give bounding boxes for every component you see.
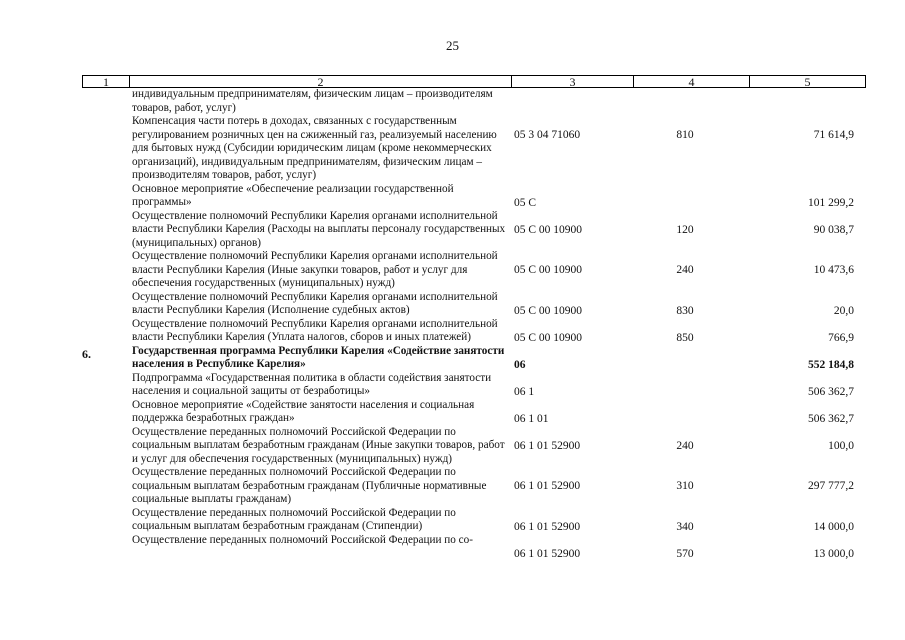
table-row xyxy=(82,533,866,560)
row-type: 310 xyxy=(676,480,694,492)
header-col-3: 3 xyxy=(511,75,634,88)
row-code: 06 1 01 52900 xyxy=(514,439,581,452)
row-type: 810 xyxy=(676,129,694,141)
row-name: Осуществление переданных полномочий Российской Федерации по социальным выплатам безработным гражданам (Иные закупки товаров, работ и услуг для обеспечения государственных (муниципальных) нужд) xyxy=(132,425,505,465)
row-amount: 13 000,0 xyxy=(813,547,854,560)
row-code: 06 1 xyxy=(514,385,535,398)
header-col-5: 5 xyxy=(749,75,866,88)
row-amount: 14 000,0 xyxy=(813,520,854,533)
table-row xyxy=(82,372,866,399)
table-row xyxy=(82,426,866,467)
row-code: 06 xyxy=(514,358,526,371)
row-code: 05 С 00 10900 xyxy=(514,264,583,276)
row-amount: 766,9 xyxy=(828,331,854,344)
table-row xyxy=(82,115,866,183)
row-amount: 101 299,2 xyxy=(808,196,854,209)
row-name: Основное мероприятие «Обеспечение реализации государственной программы» xyxy=(132,182,454,208)
row-type: 830 xyxy=(676,304,694,317)
row-name: Компенсация части потерь в доходах, связанных с государственным регулированием розничных цен на сжиженный газ, реализуемый населению для бытовых нужд (Субсидии юридическим лицам (кроме некоммерческих организаций), индивидуальным предпринимателям, физическим лицам – производителям товаров, работ, услуг) xyxy=(132,115,497,181)
row-num: 6. xyxy=(82,346,91,361)
row-name: Осуществление полномочий Республики Карелия органами исполнительной власти Республики Карелия (Исполнение судебных актов) xyxy=(132,290,498,316)
header-col-4: 4 xyxy=(633,75,750,88)
row-type: 570 xyxy=(676,547,694,560)
row-amount: 90 038,7 xyxy=(813,223,854,236)
row-code: 05 С xyxy=(514,196,537,209)
row-name: Государственная программа Республики Карелия «Содействие занятости населения в Республике Карелия» xyxy=(132,344,505,370)
table-row xyxy=(82,318,866,345)
row-name: Осуществление переданных полномочий Российской Федерации по социальным выплатам безработным гражданам (Стипендии) xyxy=(132,506,456,532)
row-code: 05 С 00 10900 xyxy=(514,304,583,317)
row-amount: 552 184,8 xyxy=(808,358,854,371)
row-amount: 10 473,6 xyxy=(813,264,854,276)
row-amount: 506 362,7 xyxy=(808,412,854,425)
row-type: 240 xyxy=(676,264,694,276)
row-name: Подпрограмма «Государственная политика в области содействия занятости населения и социальной защиты от безработицы» xyxy=(132,371,492,397)
header-col-1: 1 xyxy=(82,75,130,88)
table-header xyxy=(82,75,866,89)
row-amount: 100,0 xyxy=(828,439,854,452)
table-row xyxy=(82,250,866,291)
row-type: 850 xyxy=(676,331,694,344)
table-row xyxy=(82,399,866,426)
table-row xyxy=(82,210,866,251)
row-type: 340 xyxy=(676,520,694,533)
page-number: 25 xyxy=(446,38,459,53)
table-row xyxy=(82,88,866,115)
table-row xyxy=(82,345,866,372)
row-name: индивидуальным предпринимателям, физическим лицам – производителям товаров, работ, услуг) xyxy=(132,88,493,114)
row-code: 05 С 00 10900 xyxy=(514,223,583,236)
row-name: Осуществление полномочий Республики Карелия органами исполнительной власти Республики Карелия (Уплата налогов, сборов и иных платежей) xyxy=(132,317,498,343)
row-amount: 20,0 xyxy=(833,304,854,317)
row-amount: 506 362,7 xyxy=(808,385,854,398)
table-row xyxy=(82,183,866,210)
row-amount: 297 777,2 xyxy=(808,480,854,492)
row-name: Основное мероприятие «Содействие занятости населения и социальная поддержка безработных граждан» xyxy=(132,398,475,424)
row-name: Осуществление полномочий Республики Карелия органами исполнительной власти Республики Карелия (Иные закупки товаров, работ и услуг для обеспечения государственных (муниципальных) нужд) xyxy=(132,250,498,289)
row-name: Осуществление переданных полномочий Российской Федерации по социальным выплатам безработным гражданам (Публичные нормативные социальные выплаты гражданам) xyxy=(132,466,487,505)
table-row xyxy=(82,507,866,534)
table-row xyxy=(82,291,866,318)
row-code: 06 1 01 52900 xyxy=(514,520,581,533)
row-name: Осуществление полномочий Республики Карелия органами исполнительной власти Республики Карелия (Расходы на выплаты персоналу государственных (муниципальных) органов) xyxy=(132,209,506,249)
row-code: 05 С 00 10900 xyxy=(514,331,583,344)
row-code: 05 3 04 71060 xyxy=(514,129,581,141)
row-code: 06 1 01 xyxy=(514,412,549,425)
row-amount: 71 614,9 xyxy=(813,129,854,141)
row-type: 120 xyxy=(676,223,694,236)
table-row xyxy=(82,466,866,507)
header-col-2: 2 xyxy=(129,75,512,88)
table-body xyxy=(82,88,866,560)
row-name: Осуществление переданных полномочий Российской Федерации по со- xyxy=(132,533,473,546)
row-code: 06 1 01 52900 xyxy=(514,480,581,492)
row-code: 06 1 01 52900 xyxy=(514,547,581,560)
row-type: 240 xyxy=(676,439,694,452)
